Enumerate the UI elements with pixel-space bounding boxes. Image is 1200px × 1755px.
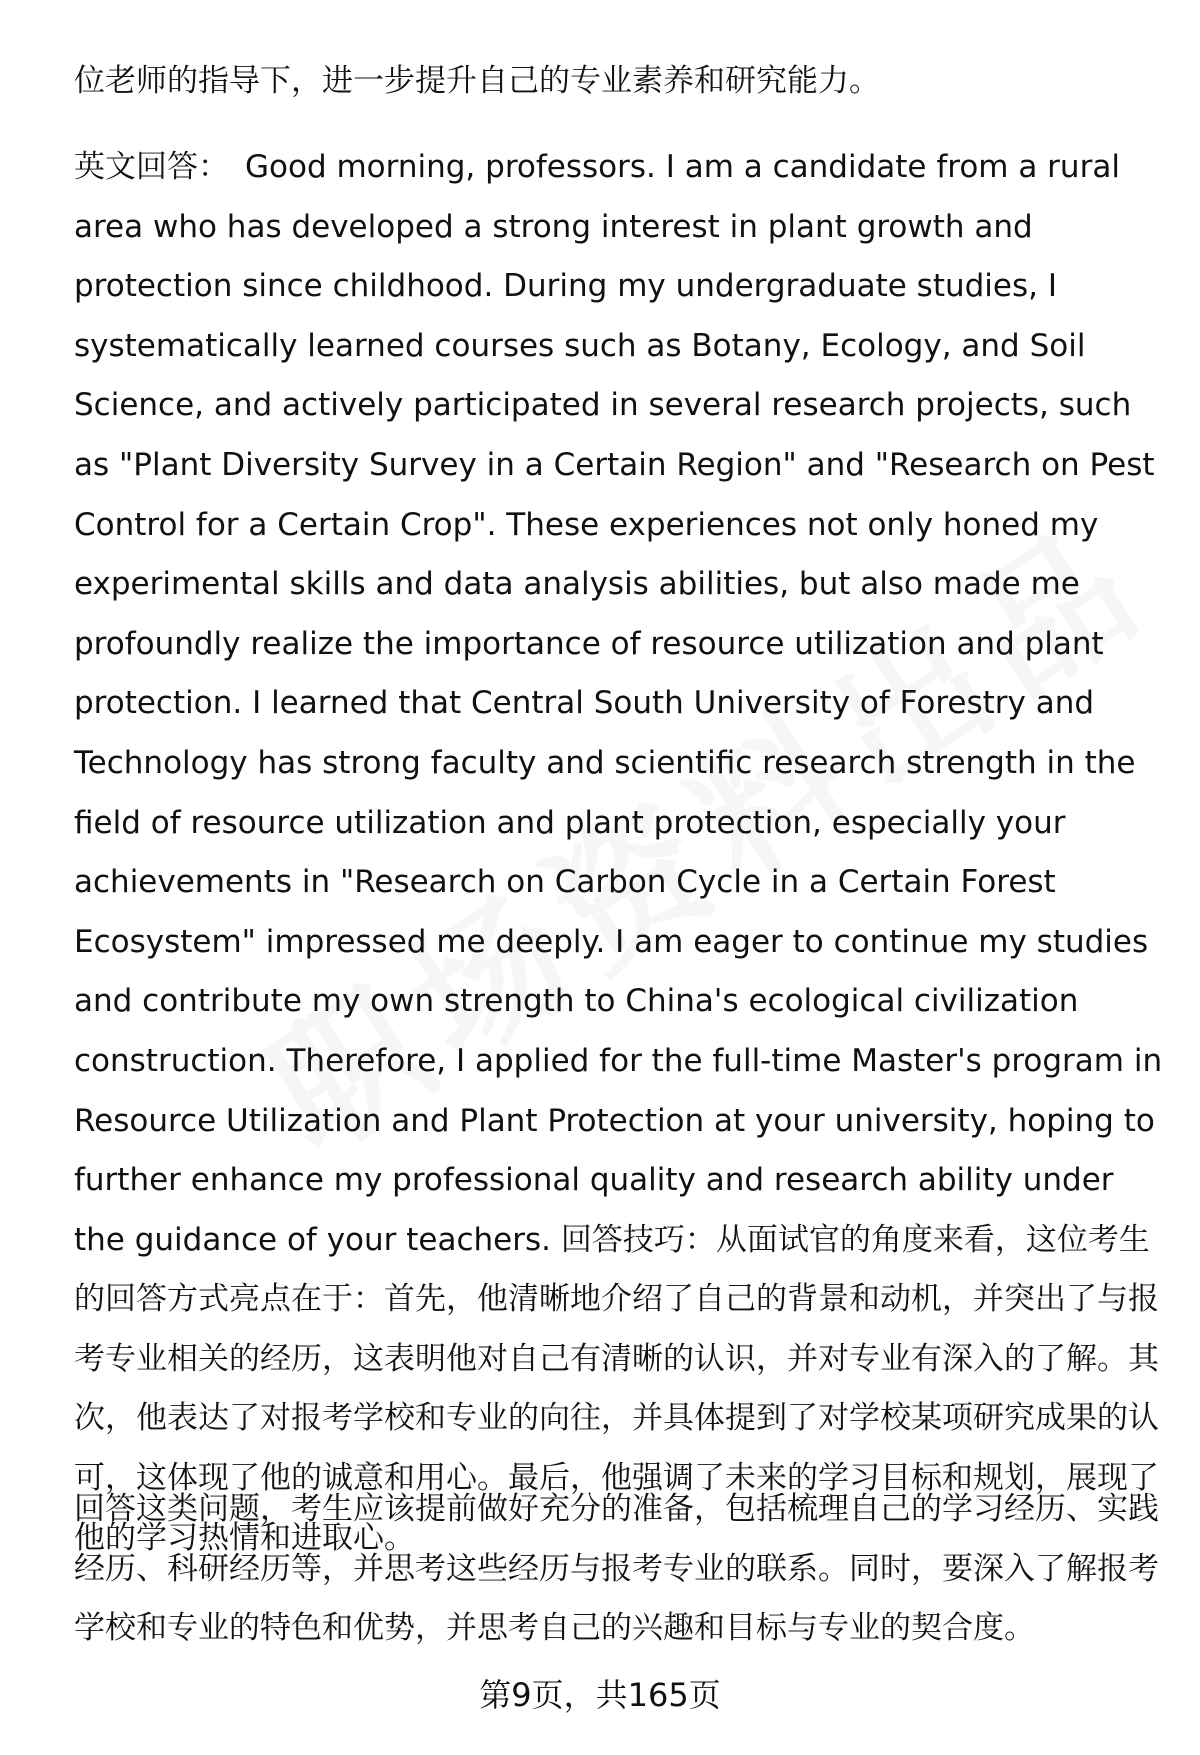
paragraph-continuation: 位老师的指导下，进一步提升自己的专业素养和研究能力。 (74, 63, 880, 99)
answer-label: 英文回答： (74, 149, 229, 185)
answer-body: Good morning, professors. I am a candidate from a rural area who has developed a strong interest in plant growth and protection since childhood. During my undergraduate studies, I systematically learned courses such as Botany, Ecology, and Soil Science, and actively participated in several research projects, such as "Plant Diversity Survey in a Certain Region" and "Research on Pest Control for a Certain Crop". These experiences not only honed my experimental skills and data analysis abilities, but also made me profoundly realize the importance of resource utilization and plant protection. I learned that Central South University of Forestry and Technology has strong faculty and scientific research strength in the field of resource utilization and plant protection, especially your achievements in "Research on Carbon Cycle in a Certain Forest Ecosystem" impressed me deeply. I am eager to continue my studies and contribute my own strength to China's ecological civilization construction. Therefore, I applied for the full-time Master's program in Resource Utilization and Plant Protection at your university, hoping to further enhance my professional quality and research ability under the guidance of your teachers. (74, 149, 1163, 1258)
tips-label: 回答技巧： (560, 1221, 716, 1258)
english-answer-paragraph (74, 138, 1164, 1568)
tips-body: 从面试官的角度来看，这位考生的回答方式亮点在于：首先，他清晰地介绍了自己的背景和动机，并突出了与报考专业相关的经历，这表明他对自己有清晰的认识，并对专业有深入的了解。其次，他表达了对报考学校和专业的向往，并具体提到了对学校某项研究成果的认可，这体现了他的诚意和用心。最后，他强调了未来的学习目标和规划，展现了他的学习热情和进取心。 (74, 1221, 1159, 1556)
advice-paragraph: 回答这类问题，考生应该提前做好充分的准备，包括梳理自己的学习经历、实践经历、科研经历等，并思考这些经历与报考专业的联系。同时，要深入了解报考学校和专业的特色和优势，并思考自己的兴趣和目标与专业的契合度。 (74, 1491, 1159, 1647)
page-number: 第9页，共165页 (479, 1676, 721, 1714)
